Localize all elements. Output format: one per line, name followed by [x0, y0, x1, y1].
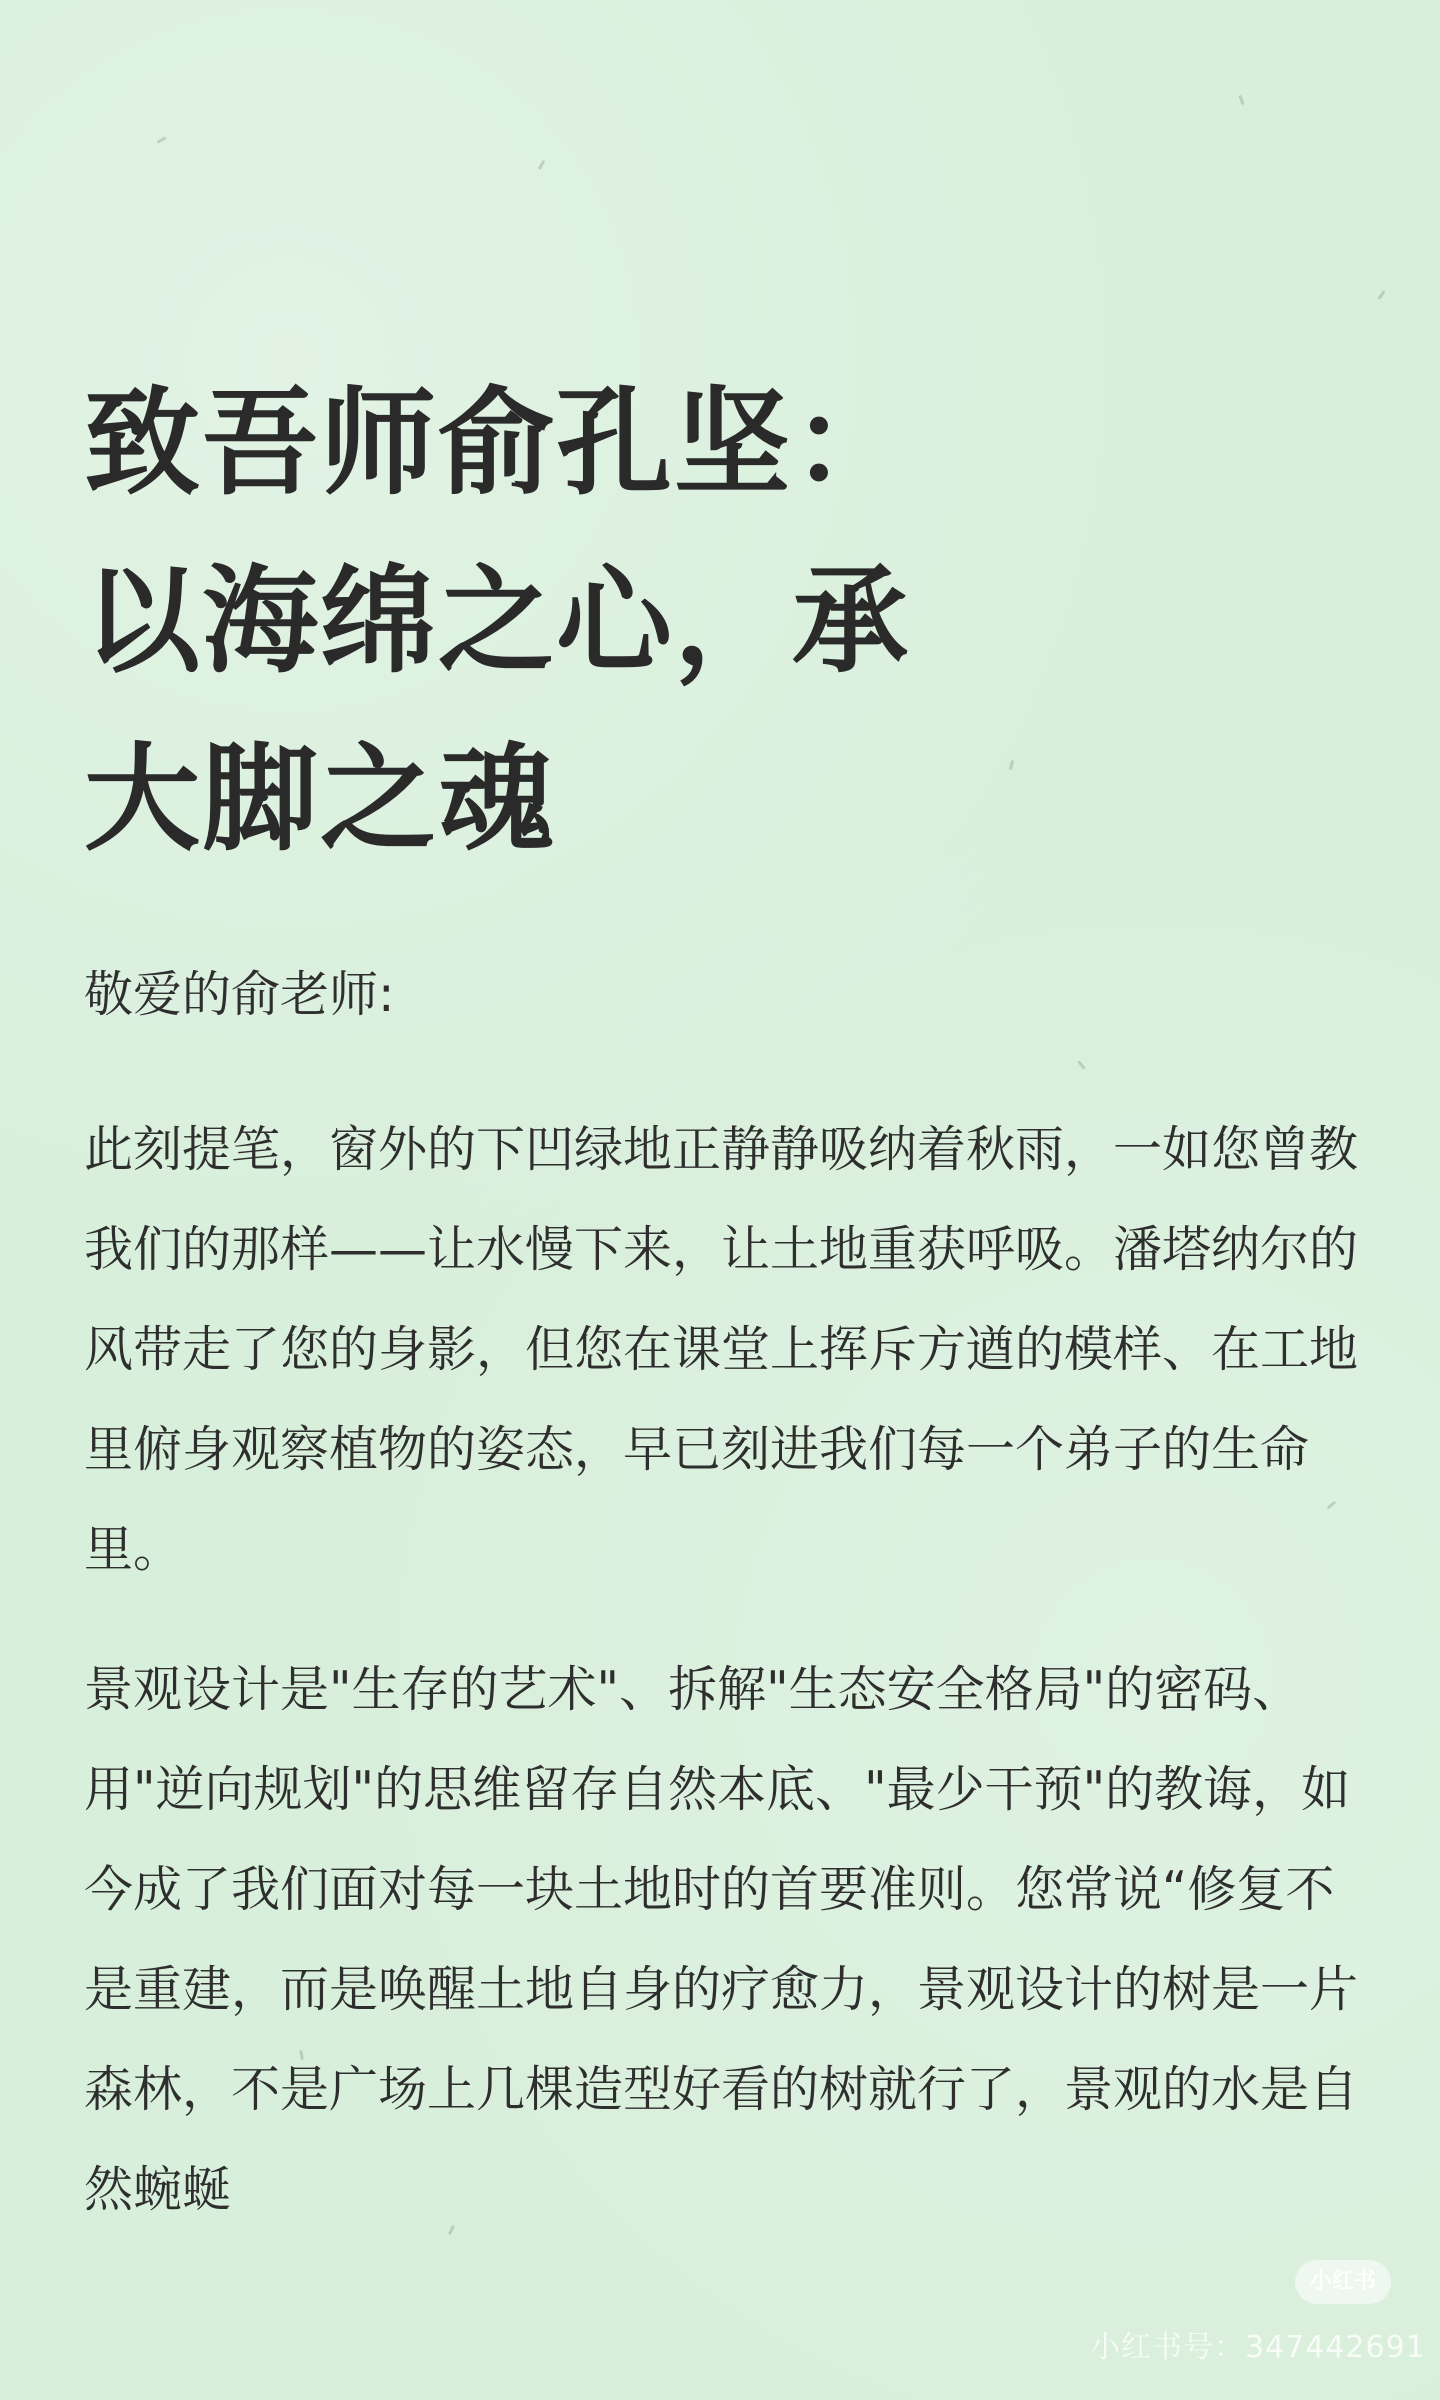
paragraph: 此刻提笔，窗外的下凹绿地正静静吸纳着秋雨，一如您曾教我们的那样——让水慢下来，让土地重获呼吸。潘塔纳尔的风带走了您的身影，但您在课堂上挥斥方遒的模样、在工地里俯身观察植物的姿态，早已刻进我们每一个弟子的生命里。 — [84, 1121, 1359, 1578]
title-line: 大脚之魂 — [84, 732, 556, 867]
letter-body — [84, 945, 1364, 2280]
page-title — [84, 355, 1084, 889]
paper-speck — [1377, 290, 1385, 300]
salutation: 敬爱的俞老师: — [84, 966, 395, 1023]
paper-speck — [538, 160, 546, 170]
xiaohongshu-logo: 小红书 — [1295, 2260, 1391, 2304]
paragraph: 景观设计是"生存的艺术"、拆解"生态安全格局"的密码、用"逆向规划"的思维留存自然本底、"最少干预"的教诲，如今成了我们面对每一块土地时的首要准则。您常说“修复不是重建，而是唤醒土地自身的疗愈力，景观设计的树是一片森林，不是广场上几棵造型好看的树就行了，景观的水是自然蜿蜒 — [84, 1661, 1359, 2218]
title-line: 致吾师俞孔坚： — [84, 376, 910, 511]
title-line: 以海绵之心，承 — [84, 554, 910, 689]
paper-speck — [156, 136, 166, 144]
xiaohongshu-id-watermark: 小红书号：347442691 — [1090, 2330, 1426, 2365]
paper-speck — [1238, 95, 1244, 105]
